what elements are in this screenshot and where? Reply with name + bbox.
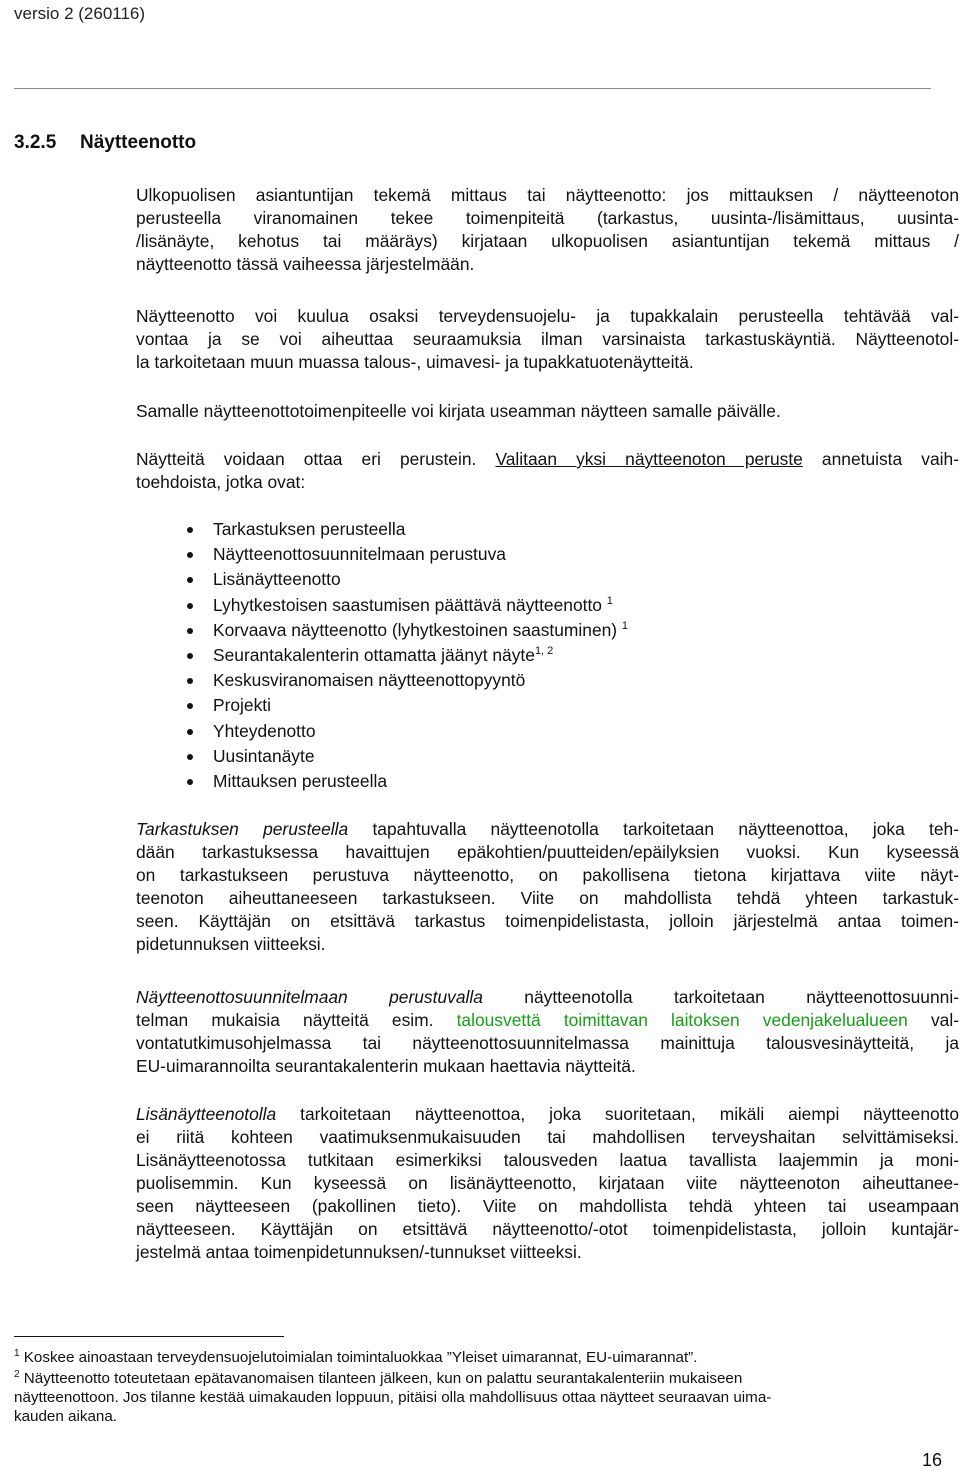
list-item-text: Mittauksen perusteella xyxy=(213,770,387,791)
text-line: vontatutkimusohjelmassa tai näytteenottosuunnitelmassa mainittuja talousvesinäytteitä, ja xyxy=(136,1033,959,1053)
text-line xyxy=(136,986,959,1009)
text-run: tapahtuvalla näytteenotolla tarkoitetaan näytteenottoa, joka teh- xyxy=(348,819,960,839)
footnote-mark: 1 xyxy=(14,1348,20,1359)
text-line: Näytteenotto voi kuulua osaksi terveydensuojelu- ja tupakkalain perusteella tehtävää val- xyxy=(136,306,959,326)
sampling-basis-list xyxy=(136,517,628,794)
footnote-2 xyxy=(14,1369,944,1426)
footnote-text: Näytteenotto toteutetaan epätavanomaisen tilanteen jälkeen, kun on palattu seurantakalenteriin mukaiseen xyxy=(19,1370,743,1387)
bullet-icon xyxy=(187,577,193,583)
bullet-icon xyxy=(187,628,193,634)
bullet-icon xyxy=(187,603,193,609)
footnote-separator xyxy=(14,1336,284,1337)
text-line: näytteenotto tässä vaiheessa järjestelmään. xyxy=(136,254,475,274)
footnote-line: kauden aikana. xyxy=(14,1408,118,1425)
text-line: pidetunnuksen viitteeksi. xyxy=(136,934,326,954)
text-line: Lisänäytteenotossa tutkitaan esimerkiksi talousveden laatua tavallista laajemmin ja moni- xyxy=(136,1150,959,1170)
text-line: toehdoista, jotka ovat: xyxy=(136,472,306,492)
paragraph-multiple-samples xyxy=(136,400,959,423)
list-item-text: Tarkastuksen perusteella xyxy=(213,519,406,539)
text-line: /lisänäyte, kehotus tai määräys) kirjataan ulkopuolisen asiantuntijan tekemä mittaus / xyxy=(136,231,959,251)
defined-term: Lisänäytteenotolla xyxy=(136,1104,277,1124)
highlighted-text: talousvettä toimittavan laitoksen vedenjakelualueen xyxy=(456,1010,908,1030)
bullet-icon xyxy=(187,729,193,735)
footnote-ref: 1 xyxy=(606,594,613,607)
text-line: on tarkastukseen perustuva näytteenotto, on pakollisena tietona kirjattava viite näyt- xyxy=(136,865,959,885)
list-item-text: Korvaava näytteenotto (lyhytkestoinen saastuminen) xyxy=(213,619,622,640)
text-line xyxy=(136,1103,959,1126)
text-line: perusteella viranomainen tekee toimenpiteitä (tarkastus, uusinta-/lisämittaus, uusinta- xyxy=(136,208,959,228)
footnote-line xyxy=(14,1369,944,1388)
section-heading xyxy=(14,132,196,154)
bullet-icon xyxy=(187,754,193,760)
bullet-icon xyxy=(187,678,193,684)
text-line: puolisemmin. Kun kyseessä on lisänäytteenotto, kirjataan viite näytteenoton aiheuttanee- xyxy=(136,1173,959,1193)
text-line: näytteeseen. Käyttäjän on etsittävä näytteenotto/-otot toimenpidelistasta, jolloin kuntajär- xyxy=(136,1219,959,1239)
list-item xyxy=(136,567,628,592)
footnote-mark: 2 xyxy=(14,1369,20,1380)
text-run: val- xyxy=(907,1010,959,1030)
text-line: seen näytteeseen (pakollinen tieto). Viite on mahdollista tehdä yhteen tai useampaan xyxy=(136,1196,959,1216)
list-item xyxy=(136,517,628,542)
list-item-text: Näytteenottosuunnitelmaan perustuva xyxy=(213,544,506,565)
paragraph-inspection-based xyxy=(136,818,959,956)
text-line: teenoton aiheuttaneeseen tarkastukseen. Viite on mahdollista tehdä yhteen tarkastuk- xyxy=(136,888,959,908)
list-item xyxy=(136,693,628,718)
list-item-text: Lisänäytteenotto xyxy=(213,569,341,590)
list-item xyxy=(136,769,628,794)
text-line: seen. Käyttäjän on etsittävä tarkastus toimenpidelistasta, jolloin järjestelmä antaa toimen- xyxy=(136,911,959,931)
list-item-text: Projekti xyxy=(213,695,271,716)
text-line: Samalle näytteenottotoimenpiteelle voi kirjata useamman näytteen samalle päivälle. xyxy=(136,401,781,421)
header-rule xyxy=(14,88,931,89)
section-title: Näytteenotto xyxy=(80,132,197,153)
bullet-icon xyxy=(187,527,193,533)
text-line: jestelmä antaa toimenpidetunnuksen/-tunnukset viitteeksi. xyxy=(136,1242,582,1262)
list-item-text: Lyhytkestoisen saastumisen päättävä näytteenotto xyxy=(213,594,607,615)
text-run: annetuista vaih- xyxy=(802,449,959,469)
paragraph-plan-based xyxy=(136,986,959,1078)
list-item xyxy=(136,719,628,744)
defined-term: Näytteenottosuunnitelmaan perustuvalla xyxy=(136,987,483,1007)
underlined-instruction: Valitaan yksi näytteenoton peruste xyxy=(495,449,803,469)
list-item-text: Yhteydenotto xyxy=(213,720,316,741)
text-run: telman mukaisia näytteitä esim. xyxy=(136,1010,457,1030)
section-number: 3.2.5 xyxy=(14,132,57,153)
text-line: Ulkopuolisen asiantuntijan tekemä mittaus tai näytteenotto: jos mittauksen / näytteenoton xyxy=(136,185,959,205)
text-line: vontaa ja se voi aiheuttaa seuraamuksia ilman varsinaista tarkastuskäyntiä. Näytteenotol- xyxy=(136,329,959,349)
paragraph-additional-sampling xyxy=(136,1103,959,1264)
list-item xyxy=(136,593,628,618)
text-line: la tarkoitetaan muun muassa talous-, uimavesi- ja tupakkatuotenäytteitä. xyxy=(136,352,694,372)
paragraph-supervision xyxy=(136,305,959,374)
text-run: Näytteitä voidaan ottaa eri perustein. xyxy=(136,449,496,469)
text-line: dään tarkastuksessa havaittujen epäkohtien/puutteiden/epäilyksien vuoksi. Kun kyseessä xyxy=(136,842,959,862)
list-item-text: Uusintanäyte xyxy=(213,745,315,766)
paragraph-sampling-basis xyxy=(136,448,959,494)
bullet-icon xyxy=(187,653,193,659)
bullet-icon xyxy=(187,703,193,709)
text-line: ei riitä kohteen vaatimuksenmukaisuuden tai mahdollisen terveyshaitan selvittämiseksi. xyxy=(136,1127,959,1147)
text-line xyxy=(136,448,959,471)
footnote-ref: 1 xyxy=(621,619,629,632)
list-item xyxy=(136,542,628,567)
defined-term: Tarkastuksen perusteella xyxy=(136,819,349,839)
list-item-text: Keskusviranomaisen näytteenottopyyntö xyxy=(213,670,526,691)
text-line xyxy=(136,818,959,841)
list-item xyxy=(136,668,628,693)
bullet-icon xyxy=(187,552,193,558)
footnote-1 xyxy=(14,1348,944,1367)
text-line xyxy=(136,1009,959,1032)
version-header: versio 2 (260116) xyxy=(14,4,146,23)
list-item xyxy=(136,643,628,668)
text-line: EU-uimarannoilta seurantakalenterin mukaan haettavia näytteitä. xyxy=(136,1056,636,1076)
list-item-text: Seurantakalenterin ottamatta jäänyt näyte xyxy=(213,644,535,665)
bullet-icon xyxy=(187,779,193,785)
footnote-line xyxy=(14,1348,944,1367)
list-item xyxy=(136,618,628,643)
footnote-ref: 1, 2 xyxy=(534,644,554,657)
text-run: näytteenotolla tarkoitetaan näytteenottosuunni- xyxy=(482,987,959,1007)
page-number: 16 xyxy=(921,1450,942,1470)
footnote-text: Koskee ainoastaan terveydensuojelutoimialan toimintaluokkaa ”Yleiset uimarannat, EU-uimarannat”. xyxy=(19,1349,698,1366)
footnote-line: näytteenottoon. Jos tilanne kestää uimakauden loppuun, pitäisi olla mahdollisuus ottaa näytteet seuraavan uima- xyxy=(14,1389,772,1406)
text-run: tarkoitetaan näytteenottoa, joka suoritetaan, mikäli aiempi näytteenotto xyxy=(276,1104,959,1124)
paragraph-intro xyxy=(136,184,959,276)
list-item xyxy=(136,744,628,769)
